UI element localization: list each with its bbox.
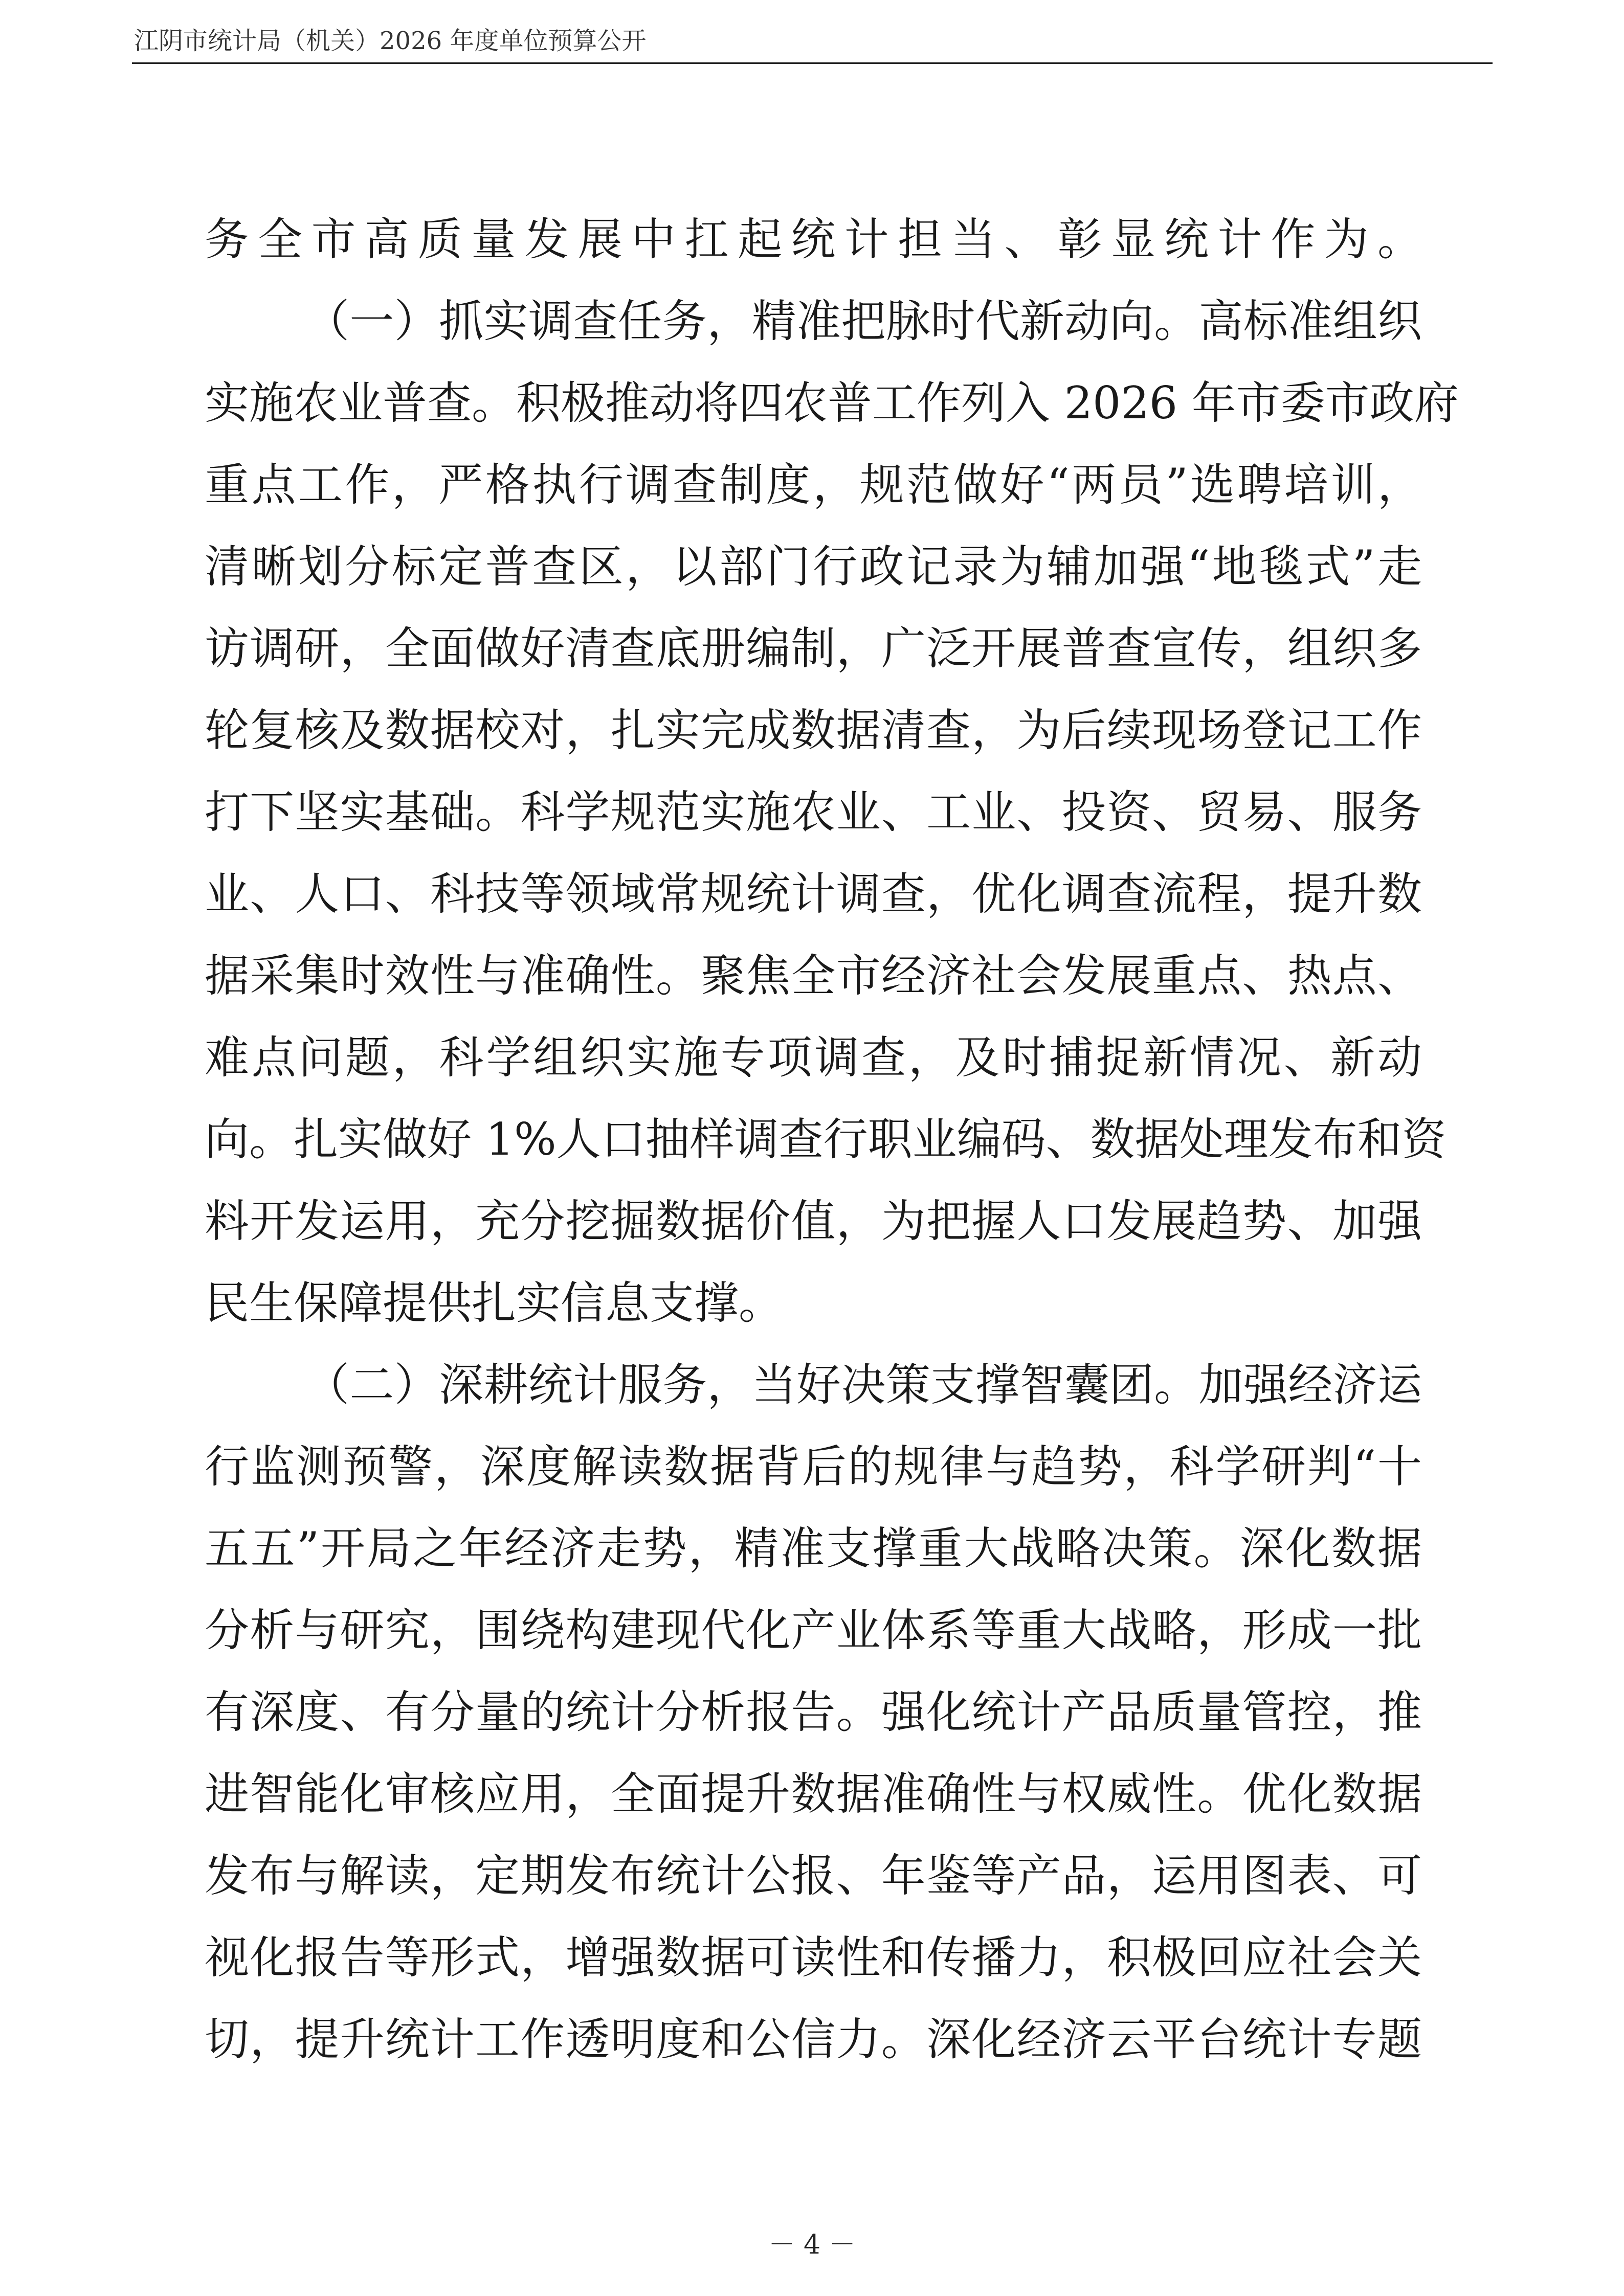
text-line: 清晰划分标定普查区，以部门行政记录为辅加强“地毯式”走 bbox=[205, 541, 1422, 593]
text-line: 难点问题，科学组织实施专项调查，及时捕捉新情况、新动 bbox=[205, 1031, 1422, 1084]
text-line: 打下坚实基础。科学规范实施农业、工业、投资、贸易、服务 bbox=[205, 786, 1422, 838]
document-body bbox=[205, 198, 1459, 2080]
text-line: 务全市高质量发展中扛起统计担当、彰显统计作为。 bbox=[205, 213, 1422, 265]
text-line: 轮复核及数据校对，扎实完成数据清查，为后续现场登记工作 bbox=[205, 704, 1422, 756]
text-line: 据采集时效性与准确性。聚焦全市经济社会发展重点、热点、 bbox=[205, 950, 1422, 1002]
text-line: 有深度、有分量的统计分析报告。强化统计产品质量管控，推 bbox=[205, 1686, 1422, 1738]
paragraph-start-line: （二）深耕统计服务，当好决策支撑智囊团。加强经济运 bbox=[305, 1359, 1422, 1411]
text-line: 实施农业普查。积极推动将四农普工作列入 2026 年市委市政府 bbox=[205, 377, 1459, 429]
paragraph-start-line: （一）抓实调查任务，精准把脉时代新动向。高标准组织 bbox=[305, 295, 1422, 347]
text-line: 重点工作，严格执行调查制度，规范做好“两员”选聘培训， bbox=[205, 459, 1422, 511]
text-line: 切，提升统计工作透明度和公信力。深化经济云平台统计专题 bbox=[205, 2013, 1422, 2065]
text-line: 进智能化审核应用，全面提升数据准确性与权威性。优化数据 bbox=[205, 1768, 1422, 1820]
text-line: 分析与研究，围绕构建现代化产业体系等重大战略，形成一批 bbox=[205, 1604, 1422, 1656]
header-title: 江阴市统计局（机关）2026 年度单位预算公开 bbox=[134, 27, 647, 55]
text-line: 访调研，全面做好清查底册编制，广泛开展普查宣传，组织多 bbox=[205, 622, 1422, 674]
text-line: 五五”开局之年经济走势，精准支撑重大战略决策。深化数据 bbox=[205, 1522, 1422, 1574]
page-header bbox=[132, 15, 1493, 64]
text-line: 行监测预警，深度解读数据背后的规律与趋势，科学研判“十 bbox=[205, 1440, 1422, 1493]
text-line: 向。扎实做好 1%人口抽样调查行职业编码、数据处理发布和资 bbox=[205, 1113, 1447, 1165]
text-line: 民生保障提供扎实信息支撑。 bbox=[205, 1277, 783, 1329]
text-line: 视化报告等形式，增强数据可读性和传播力，积极回应社会关 bbox=[205, 1931, 1422, 1984]
page-number: － 4 － bbox=[768, 2230, 856, 2260]
text-line: 业、人口、科技等领域常规统计调查，优化调查流程，提升数 bbox=[205, 868, 1422, 920]
text-line: 料开发运用，充分挖掘数据价值，为把握人口发展趋势、加强 bbox=[205, 1195, 1422, 1247]
text-line: 发布与解读，定期发布统计公报、年鉴等产品，运用图表、可 bbox=[205, 1850, 1422, 1902]
